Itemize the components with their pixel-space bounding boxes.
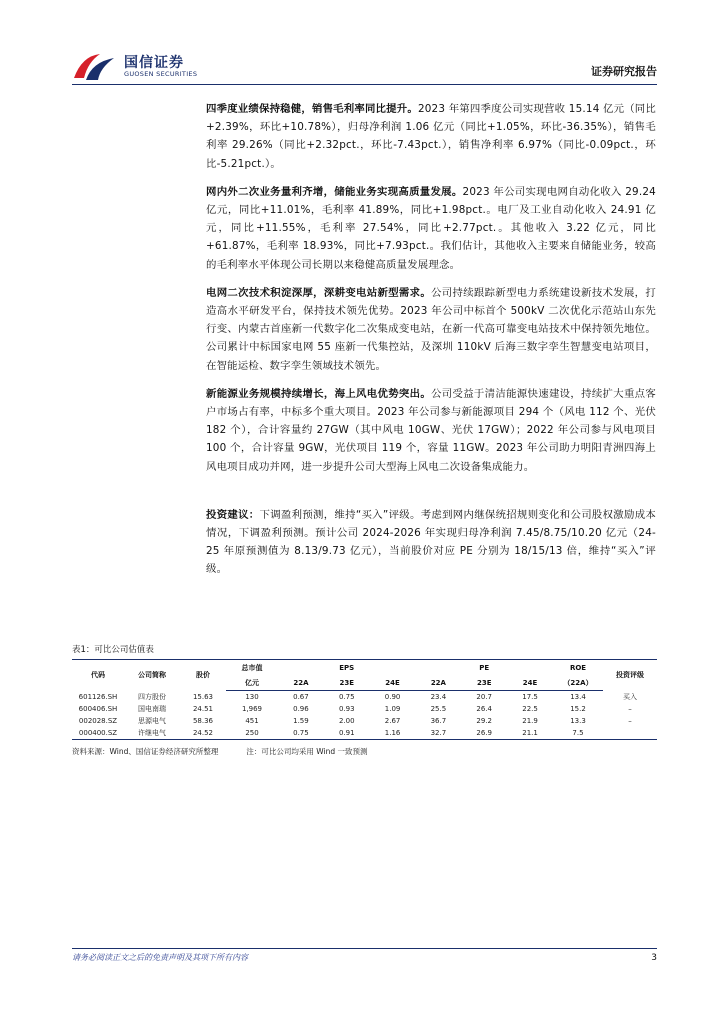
col-header-mcap: 总市值: [241, 663, 263, 672]
paragraph-text: 2023 年第四季度公司实现营收 15.14 亿元（同比+2.39%，环比+10.78%），归母净利润 1.06 亿元（同比+1.05%，环比-36.35%），销售毛利率 29.26%（同比+2.32pct.，环比-7.43pct.），销售净利率 6.97%（同比-0.09pct.，环比-5.21pct.）。: [206, 103, 656, 170]
table-note-text: 注：可比公司均采用 Wind 一致预测: [246, 747, 368, 756]
cell-roe: 15.2: [570, 705, 586, 713]
cell-eps-23e: 2.00: [338, 717, 355, 725]
footer-divider: [72, 948, 657, 949]
col-header-roe-year: （22A）: [553, 675, 603, 691]
cell-roe: 13.3: [570, 717, 586, 725]
paragraph-heading: 四季度业绩保持稳健，销售毛利率同比提升。: [206, 103, 418, 115]
cell-mcap: 250: [226, 727, 278, 740]
cell-eps-22a: 0.96: [293, 705, 309, 713]
paragraph-text: 公司持续跟踪新型电力系统建设新技术发展，打造高水平研发平台，保持技术领先优势。2023 年公司中标首个 500kV 二次优化示范站山东先行变、内蒙古首座新一代数字化二次集成变电站，在新一代高可靠变电站技术中保持领先地位。公司累计中标国家电网 55 座新一代集控站，及深圳 110kV 后海三数字孪生智慧变电站项目，在智能运检、数字孪生领域技术领先。: [206, 286, 656, 372]
logo-english-name: GUOSEN SECURITIES: [124, 70, 198, 78]
cell-eps-22a: 1.59: [293, 717, 309, 725]
cell-price: 58.36: [192, 717, 214, 725]
cell-code: 002028.SZ: [78, 717, 118, 725]
cell-eps-24e: 2.67: [384, 717, 401, 725]
cell-eps-24e: 0.90: [384, 693, 401, 701]
table-title: 表1：可比公司估值表: [72, 645, 154, 655]
table-row: [72, 703, 657, 715]
header-divider: [72, 84, 657, 85]
page-header: [72, 50, 657, 86]
logo-chinese-name: 国信证券: [124, 55, 184, 71]
cell-pe-22a: 23.4: [430, 693, 447, 701]
col-header-eps-22a: 22A: [278, 675, 324, 691]
col-header-pe: PE: [479, 663, 490, 672]
cell-rating: –: [628, 705, 632, 713]
paragraph-business-growth: [206, 183, 656, 274]
paragraph-text: 下调盈利预测，维持“买入”评级。考虑到网内继保统招规则变化和公司股权激励成本情况，下调盈利预测。预计公司 2024-2026 年实现归母净利润 7.45/8.75/10.20 亿元（24-25 年原预测值为 8.13/9.73 亿元），当前股价对应 PE 分别为 18/15/13 倍，维持“买入”评级。: [206, 508, 657, 576]
cell-eps-22a: 0.75: [278, 727, 324, 740]
cell-mcap: 130: [245, 693, 259, 701]
col-header-roe: ROE: [569, 663, 587, 672]
cell-name: 思源电气: [138, 717, 166, 725]
valuation-table-section: [72, 643, 657, 757]
paragraph-heading: 投资建议：: [206, 508, 260, 521]
cell-mcap: 1,969: [241, 705, 263, 713]
cell-pe-23e: 26.4: [476, 705, 493, 713]
col-header-name: 公司简称: [138, 671, 166, 680]
footer-disclaimer: 请务必阅读正文之后的免责声明及其项下所有内容: [72, 953, 248, 962]
cell-pe-23e: 26.9: [461, 727, 507, 740]
paragraph-grid-tech: [206, 284, 656, 375]
table-row: [72, 691, 657, 704]
paragraph-text: 2023 年公司实现电网自动化收入 29.24 亿元，同比+11.01%，毛利率 41.89%，同比+1.98pct.。电厂及工业自动化收入 24.91 亿元，同比+11.55%，毛利率 27.54%，同比+2.77pct.。其他收入 3.22 亿元，同比+61.87%，毛利率 18.93%，同比+7.93pct.。我们估计，其他收入主要来自储能业务，较高的毛利率水平体现公司长期以来稳健高质量发展理念。: [206, 185, 656, 271]
table-source-text: 资料来源：Wind、国信证券经济研究所整理: [72, 747, 219, 756]
paragraph-q4-results: [206, 100, 656, 173]
paragraph-text: 公司受益于清洁能源快速建设，持续扩大重点客户市场占有率，中标多个重大项目。2023 年公司参与新能源项目 294 个（风电 112 个、光伏 182 个），合计容量约 27GW（其中风电 10GW、光伏 17GW）；2022 年公司参与风电项目 100 个，合计容量 9GW，光伏项目 119 个，容量 11GW。2023 年公司助力明阳青洲四海上风电项目成功并网，进一步提升公司大型海上风电二次设备集成能力。: [206, 387, 656, 473]
cell-eps-22a: 0.67: [293, 693, 309, 701]
col-header-pe-22a: 22A: [415, 675, 461, 691]
cell-code: 000400.SZ: [72, 727, 124, 740]
col-header-eps: EPS: [339, 663, 355, 672]
cell-eps-23e: 0.91: [324, 727, 370, 740]
cell-price: 24.51: [192, 705, 214, 713]
col-header-pe-24e: 24E: [507, 675, 553, 691]
cell-roe: 13.4: [570, 693, 586, 701]
paragraph-heading: 电网二次技术积淀深厚，深耕变电站新型需求。: [206, 286, 432, 299]
cell-eps-24e: 1.09: [384, 705, 401, 713]
cell-pe-24e: 21.9: [522, 717, 538, 725]
paragraph-new-energy: [206, 385, 656, 476]
cell-pe-23e: 20.7: [476, 693, 493, 701]
cell-pe-22a: 36.7: [430, 717, 447, 725]
table-source: [72, 746, 657, 757]
cell-mcap: 451: [245, 717, 259, 725]
page-number: 3: [651, 953, 657, 963]
cell-pe-22a: 25.5: [430, 705, 447, 713]
col-header-eps-24e: 24E: [370, 675, 416, 691]
cell-roe: 7.5: [553, 727, 603, 740]
cell-eps-24e: 1.16: [370, 727, 416, 740]
paragraph-heading: 网内外二次业务量利齐增，储能业务实现高质量发展。: [206, 185, 463, 198]
col-header-eps-23e: 23E: [324, 675, 370, 691]
report-type-label: 证券研究报告: [591, 65, 657, 78]
cell-price: 15.63: [192, 692, 214, 701]
cell-rating: 买入: [623, 692, 637, 701]
cell-rating: [603, 727, 657, 740]
cell-name: 许继电气: [124, 727, 180, 740]
paragraph-heading: 新能源业务规模持续增长，海上风电优势突出。: [206, 387, 432, 400]
valuation-table: [72, 659, 657, 740]
cell-pe-24e: 22.5: [522, 705, 538, 713]
cell-pe-24e: 21.1: [507, 727, 553, 740]
cell-price: 24.52: [180, 727, 226, 740]
cell-rating: –: [628, 717, 632, 725]
table-row: [72, 727, 657, 740]
col-header-pe-23e: 23E: [461, 675, 507, 691]
cell-eps-23e: 0.75: [338, 693, 355, 701]
paragraph-investment-advice: [206, 506, 656, 579]
cell-pe-23e: 29.2: [476, 717, 493, 725]
guosen-logo-icon: [72, 52, 116, 82]
report-body: [206, 100, 656, 589]
cell-pe-22a: 32.7: [415, 727, 461, 740]
col-header-code: 代码: [91, 671, 105, 680]
cell-code: 601126.SH: [78, 692, 118, 701]
cell-pe-24e: 17.5: [522, 693, 538, 701]
col-header-rating: 投资评级: [616, 671, 644, 680]
cell-name: 四方股份: [138, 692, 166, 701]
table-row: [72, 715, 657, 727]
col-header-price: 股价: [196, 671, 210, 680]
cell-eps-23e: 0.93: [338, 705, 355, 713]
col-header-mcap-unit: 亿元: [226, 675, 278, 691]
cell-name: 国电南瑞: [138, 705, 166, 713]
cell-code: 600406.SH: [78, 705, 118, 713]
